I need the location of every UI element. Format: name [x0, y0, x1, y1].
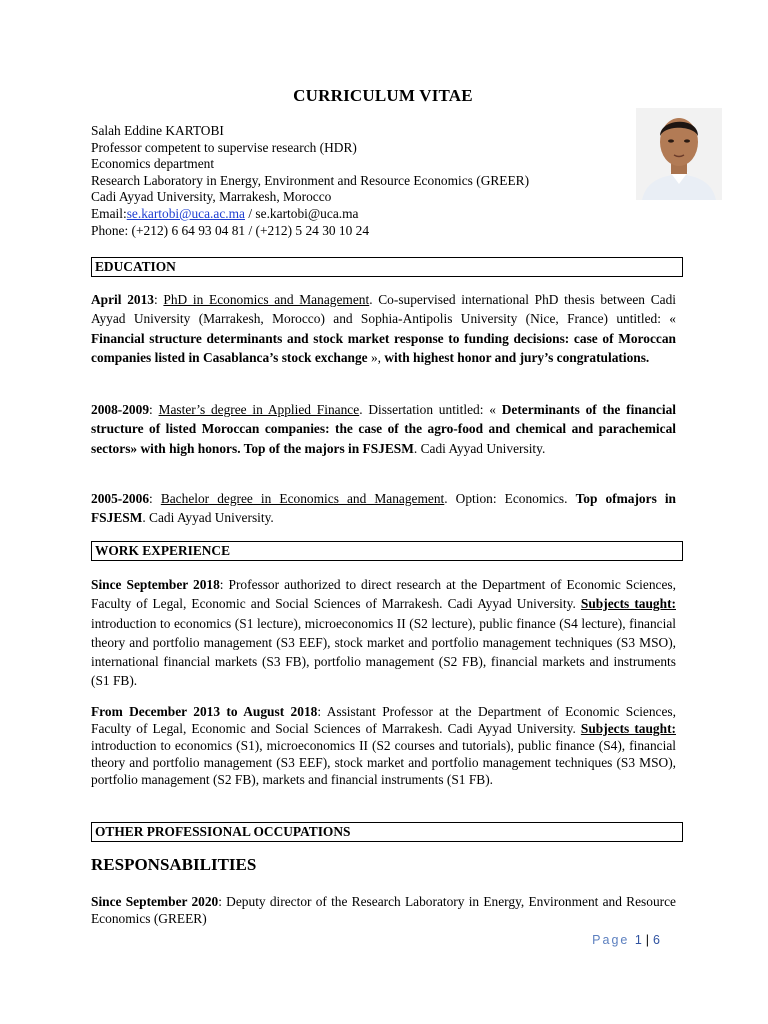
education-degree: PhD in Economics and Management [163, 292, 370, 307]
responsabilities-heading: RESPONSABILITIES [91, 855, 257, 874]
document-title: CURRICULUM VITAE [293, 86, 473, 105]
responsability-date: Since September 2020 [91, 894, 219, 909]
email-label: Email: [91, 205, 127, 221]
work-text: : Professor authorized to direct research at the Department of Economic Sciences, Faculty of Legal, Economic and Social Sciences of Marrakesh. Cadi Ayyad University. [91, 577, 676, 612]
education-text-2: . Cadi Ayyad University. [413, 440, 546, 456]
education-date: 2005-2006 [91, 491, 150, 506]
education-text: . Dissertation untitled: « [359, 402, 502, 417]
education-degree: Bachelor degree in Economics and Management [160, 491, 445, 506]
page-separator: | [645, 933, 650, 947]
work-date: From December 2013 to August 2018 [91, 704, 318, 719]
education-entry-master [91, 400, 676, 458]
person-university: Cadi Ayyad University, Marrakesh, Morocco [91, 189, 332, 205]
education-entry-phd [91, 290, 676, 367]
page-footer [592, 933, 660, 947]
email-separator: / [245, 205, 256, 221]
work-date: Since September 2018 [91, 577, 220, 592]
email-line [91, 206, 529, 223]
work-text: : Assistant Professor at the Department of Economic Sciences, Faculty of Legal, Economic and Social Sciences of Marrakesh. Cadi Ayyad University. [91, 704, 676, 736]
page-word: Page [592, 933, 630, 947]
contact-block [91, 123, 529, 239]
person-lab: Research Laboratory in Energy, Environment and Resource Economics (GREER) [91, 172, 530, 188]
education-text-2: », [367, 349, 385, 365]
page-current: 1 [634, 933, 642, 947]
education-date: 2008-2009 [91, 402, 150, 417]
phone-line: Phone: (+212) 6 64 93 04 81 / (+212) 5 24 30 10 24 [91, 222, 370, 238]
person-name: Salah Eddine KARTOBI [91, 123, 224, 138]
person-department: Economics department [91, 156, 215, 172]
education-honors: with highest honor and jury’s congratulations. [384, 349, 650, 365]
education-text: . Co-supervised international PhD thesis between Cadi Ayyad University (Marrakesh, Morocco) and Sophia-Antipolis University (Nice, France) untitled: « [91, 292, 676, 327]
education-date: April 2013 [91, 292, 154, 307]
subjects-label: Subjects taught: [580, 721, 676, 736]
date-separator: : [149, 491, 161, 506]
thesis-title: Financial structure determinants and stock market response to funding decisions: case of Moroccan companies listed in Casablanca’s stock exchange [91, 330, 676, 365]
section-other-occupations: OTHER PROFESSIONAL OCCUPATIONS [91, 822, 683, 842]
education-text: . Option: Economics. [444, 491, 576, 506]
responsability-text: : Deputy director of the Research Laboratory in Energy, Environment and Resource Economics (GREER) [91, 894, 677, 926]
section-education: EDUCATION [91, 257, 683, 277]
work-subjects: introduction to economics (S1 lecture), microeconomics II (S2 lecture), public finance (S4 lecture), financial theory and portfolio management (S3 EEF), stock market and portfolio management techniques (S3 MSO), international financial markets (S3 FB), portfolio management (S2 FB), financial markets and instruments (S1 FB). [91, 615, 676, 689]
date-separator: : [149, 402, 159, 417]
page-total: 6 [653, 933, 660, 947]
email-link[interactable]: se.kartobi@uca.ac.ma [126, 205, 245, 221]
person-position: Professor competent to supervise research (HDR) [91, 139, 357, 155]
subjects-label: Subjects taught: [580, 596, 676, 612]
date-separator: : [153, 292, 164, 307]
portrait-image [636, 108, 722, 200]
education-entry-bachelor [91, 489, 676, 528]
section-work-experience: WORK EXPERIENCE [91, 541, 683, 561]
profile-photo [636, 108, 722, 200]
dissertation-title: Determinants of the financial structure of listed Moroccan companies: the case of the agro-food and chemical and parachemical sectors» with high honors. Top of the majors in FSJESM [91, 402, 676, 456]
work-subjects: introduction to economics (S1), microeconomics II (S2 courses and tutorials), public finance (S4), financial theory and portfolio management (S3 EEF), stock market and portfolio management techniques (S3 MSO), portfolio management (S2 FB), markets and financial instruments (S1 FB). [91, 738, 676, 787]
education-text-2: . Cadi Ayyad University. [142, 510, 274, 526]
work-entry-assistant [91, 703, 676, 788]
education-distinction: Top ofmajors in FSJESM [91, 491, 677, 526]
email-secondary: se.kartobi@uca.ma [255, 205, 359, 221]
education-degree: Master’s degree in Applied Finance [158, 402, 360, 417]
responsability-entry [91, 893, 676, 927]
work-entry-professor [91, 575, 676, 691]
